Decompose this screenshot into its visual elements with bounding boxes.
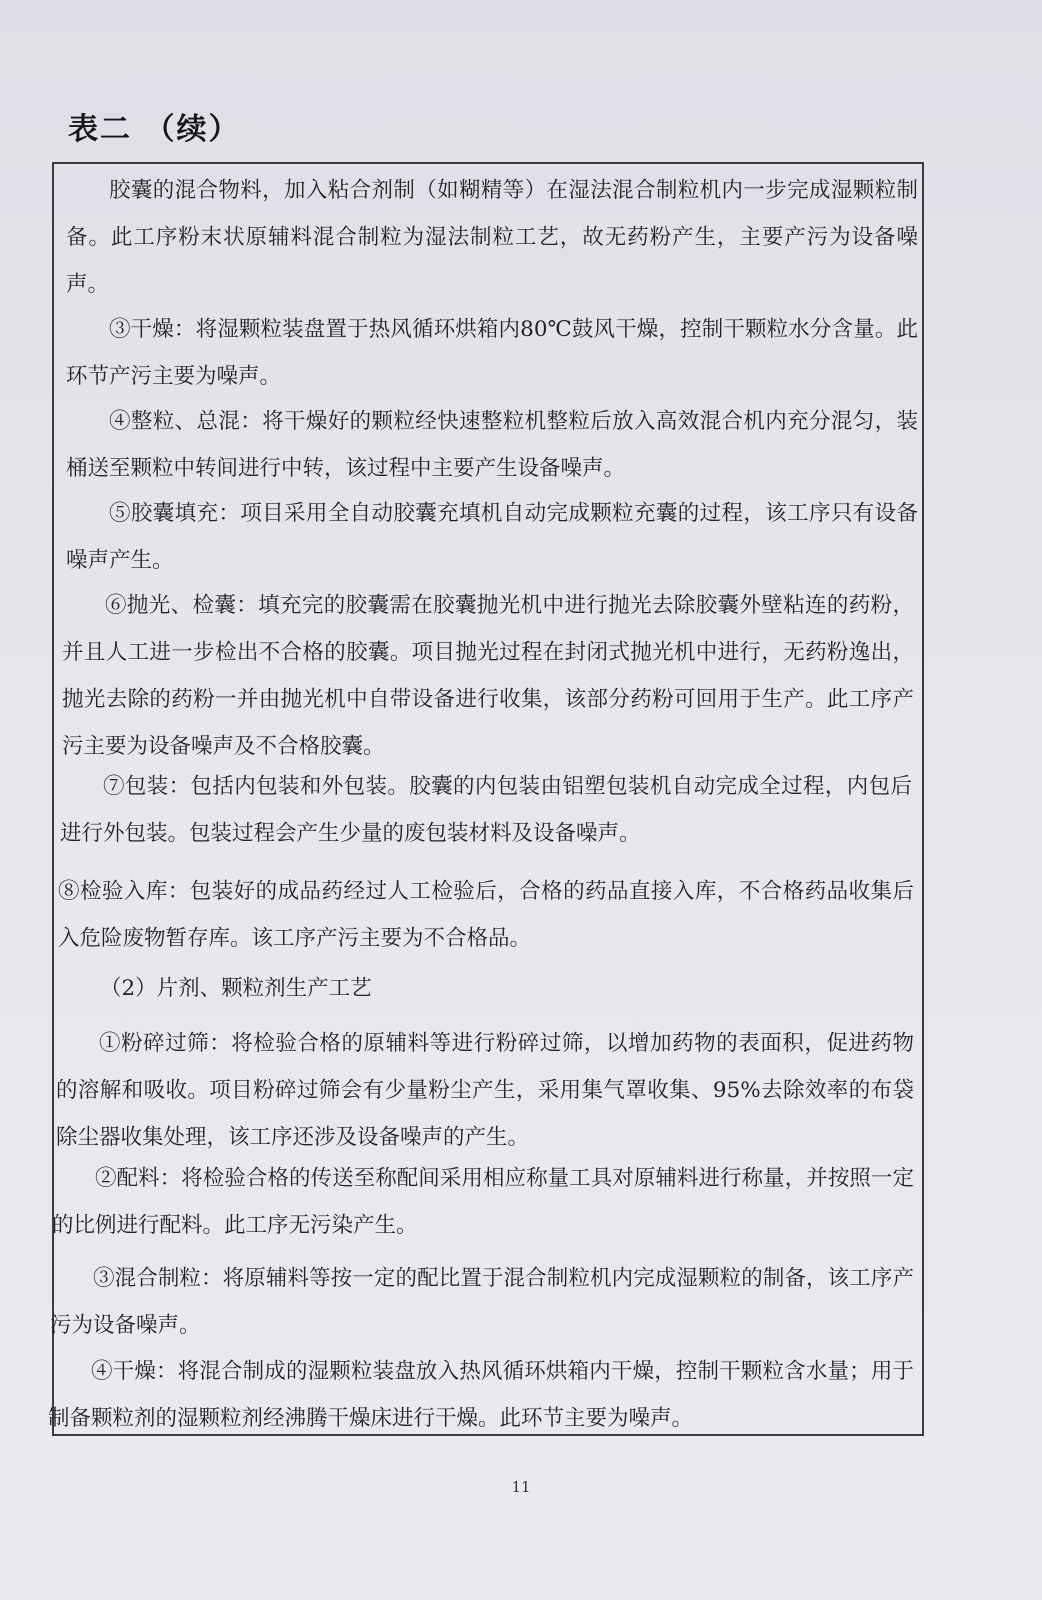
paragraph-crushing-sieving: ①粉碎过筛：将检验合格的原辅料等进行粉碎过筛，以增加药物的表面积，促进药物的溶解和吸收。项目粉碎过筛会有少量粉尘产生，采用集气罩收集、95%去除效率的布袋除尘器收集处理，该工序还涉及设备噪声的产生。 — [56, 1031, 914, 1150]
page-heading: 表二 （续） — [68, 112, 241, 147]
paragraph-mixing-granulation: ③混合制粒：将原辅料等按一定的配比置于混合制粒机内完成湿颗粒的制备，该工序产污为设备噪声。 — [50, 1266, 914, 1338]
section-heading-tablet-granule: （2）片剂、颗粒剂生产工艺 — [100, 976, 372, 1001]
paragraph-packaging: ⑦包装：包括内包装和外包装。胶囊的内包装由铝塑包装机自动完成全过程，内包后进行外包装。包装过程会产生少量的废包装材料及设备噪声。 — [60, 774, 912, 846]
paragraph-inspection-storage: ⑧检验入库：包装好的成品药经过人工检验后，合格的药品直接入库，不合格药品收集后入危险废物暂存库。该工序产污主要为不合格品。 — [58, 879, 914, 951]
paragraph-granulating-mixing: ④整粒、总混：将干燥好的颗粒经快速整粒机整粒后放入高效混合机内充分混匀，装桶送至颗粒中转间进行中转，该过程中主要产生设备噪声。 — [66, 409, 918, 481]
paragraph-granule-drying: ④干燥：将混合制成的湿颗粒装盘放入热风循环烘箱内干燥，控制干颗粒含水量；用于制备颗粒剂的湿颗粒剂经沸腾干燥床进行干燥。此环节主要为噪声。 — [48, 1359, 914, 1431]
paragraph-capsule-mixing: 胶囊的混合物料，加入粘合剂制（如糊精等）在湿法混合制粒机内一步完成湿颗粒制备。此工序粉末状原辅料混合制粒为湿法制粒工艺，故无药粉产生，主要产污为设备噪声。 — [66, 178, 918, 297]
paragraph-polishing: ⑥抛光、检囊：填充完的胶囊需在胶囊抛光机中进行抛光去除胶囊外壁粘连的药粉，并且人工进一步检出不合格的胶囊。项目抛光过程在封闭式抛光机中进行，无药粉逸出，抛光去除的药粉一并由抛光机中自带设备进行收集，该部分药粉可回用于生产。此工序产污主要为设备噪声及不合格胶囊。 — [62, 593, 914, 759]
paragraph-capsule-filling: ⑤胶囊填充：项目采用全自动胶囊充填机自动完成颗粒充囊的过程，该工序只有设备噪声产生。 — [66, 501, 918, 573]
paragraph-batching: ②配料：将检验合格的传送至称配间采用相应称量工具对原辅料进行称量，并按照一定的比例进行配料。此工序无污染产生。 — [52, 1166, 914, 1238]
page-number: 11 — [511, 1478, 531, 1496]
paragraph-drying: ③干燥：将湿颗粒装盘置于热风循环烘箱内80℃鼓风干燥，控制干颗粒水分含量。此环节产污主要为噪声。 — [66, 317, 918, 389]
